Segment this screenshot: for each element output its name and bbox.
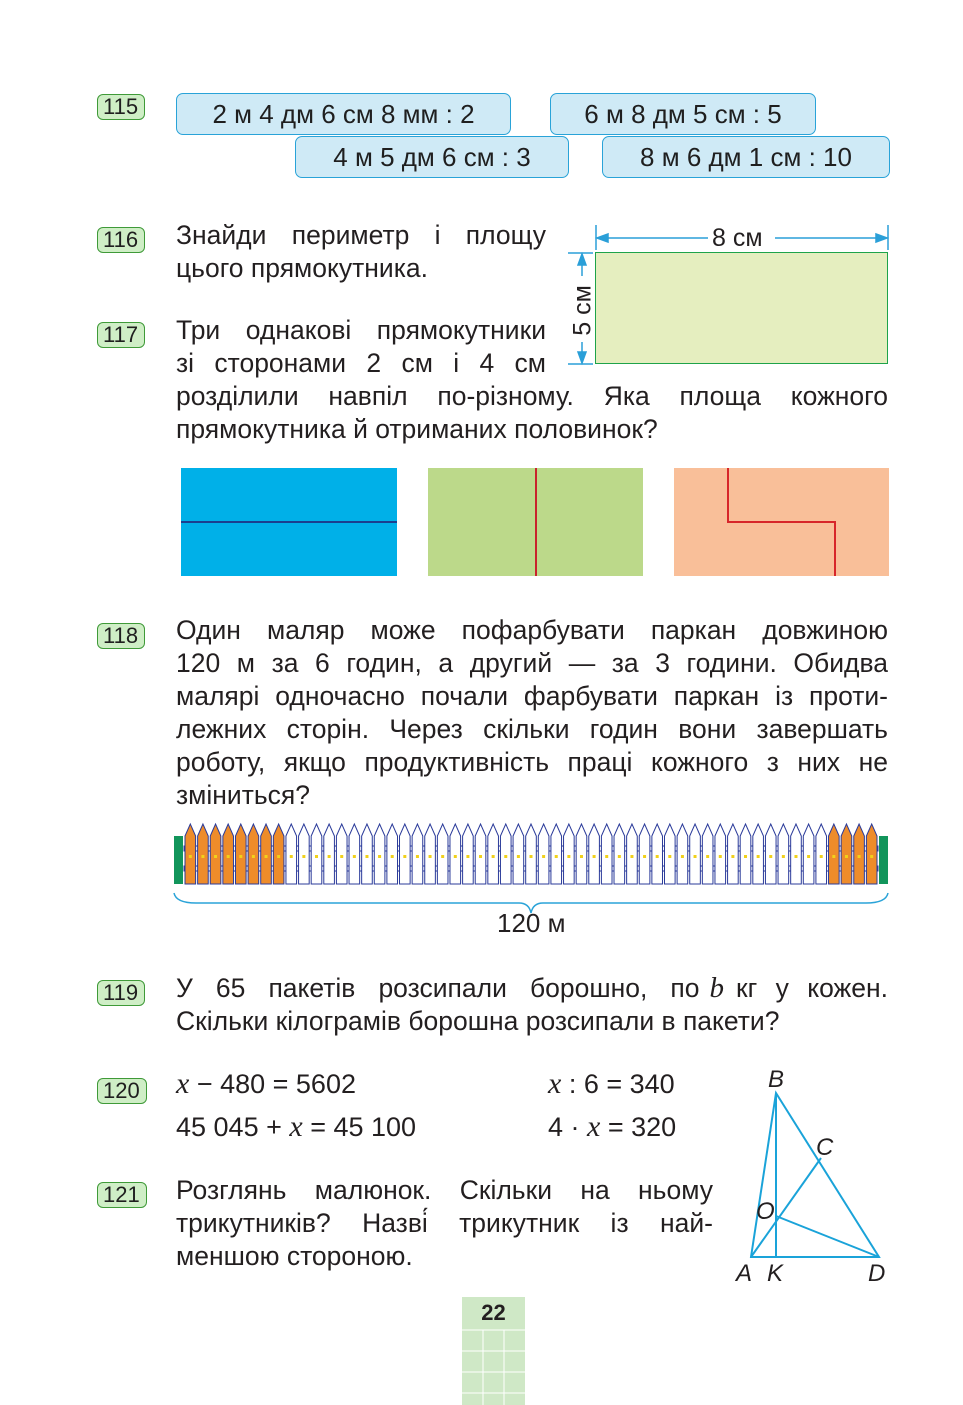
page-number: 22 <box>481 1300 506 1325</box>
ex121-line-3: меншою стороною. <box>176 1241 413 1271</box>
var-x: x <box>548 1067 562 1100</box>
ex119-text-a: У 65 пакетів розсипали борошно, по <box>176 973 700 1003</box>
ex118-line-1: Один маляр може пофарбувати паркан довжиною <box>176 615 888 645</box>
point-D: D <box>868 1260 886 1287</box>
eq2-rest: = 45 100 <box>302 1112 417 1142</box>
ex118-line-3: малярі одночасно почали фарбувати паркан із проти- <box>176 681 888 711</box>
ex119-text-b: кг у кожен. <box>736 973 888 1003</box>
ex116-line-1: Знайди периметр і площу <box>176 220 546 250</box>
ex121-line-2: трикутників? Назві́ трикутник із най- <box>176 1208 713 1238</box>
eq1-rest: − 480 = 5602 <box>189 1069 356 1099</box>
task-box-2: 6 м 8 дм 5 см : 5 <box>550 93 816 135</box>
ex117-line-2: зі сторонами 2 см і 4 см <box>176 348 546 378</box>
exercise-number-117: 117 <box>97 322 145 348</box>
exercise-number-121: 121 <box>97 1182 147 1208</box>
point-K: K <box>767 1260 784 1287</box>
eq4-rest: = 320 <box>600 1112 677 1142</box>
task-box-1: 2 м 4 дм 6 см 8 мм : 2 <box>176 93 511 135</box>
ex118-line-4: лежних сторін. Через скільки годин вони завершать <box>176 714 888 744</box>
width-label: 8 см <box>712 224 763 252</box>
variable-b: b <box>709 972 724 1004</box>
ex117-line-3: розділили навпіл по-різному. Яка площа кожного <box>176 381 888 411</box>
point-B: B <box>768 1066 785 1093</box>
ex119-line-2: Скільки кілограмів борошна розсипали в пакети? <box>176 1006 780 1036</box>
exercise-number-120: 120 <box>97 1078 147 1104</box>
var-x: x <box>289 1110 303 1143</box>
exercise-number-119: 119 <box>97 980 145 1006</box>
exercise-number-116: 116 <box>97 227 145 253</box>
eq4-left: 4 · <box>548 1112 588 1142</box>
ex117-line-1: Три однакові прямокутники <box>176 315 546 345</box>
point-O: O <box>756 1198 775 1225</box>
var-x: x <box>176 1067 190 1100</box>
ex121-line-1: Розглянь малюнок. Скільки на ньому <box>176 1175 713 1205</box>
eq3-rest: : 6 = 340 <box>561 1069 675 1099</box>
point-A: A <box>736 1260 753 1287</box>
fence-length-label: 120 м <box>497 908 566 938</box>
ex118-line-6: зміниться? <box>176 780 310 810</box>
task-box-3: 4 м 5 дм 6 см : 3 <box>295 136 569 178</box>
height-label: 5 см <box>568 285 597 336</box>
var-x: x <box>587 1110 601 1143</box>
exercise-number-115: 115 <box>97 94 145 120</box>
ex116-line-2: цього прямокутника. <box>176 253 428 283</box>
exercise-number-118: 118 <box>97 623 145 649</box>
eq2-left: 45 045 + <box>176 1112 290 1142</box>
ex118-line-5: роботу, якщо продуктивність праці кожного з них не <box>176 747 888 777</box>
ex117-line-4: прямокутника й отриманих половинок? <box>176 414 658 444</box>
task-box-4: 8 м 6 дм 1 см : 10 <box>602 136 890 178</box>
point-C: C <box>816 1134 834 1161</box>
ex118-line-2: 120 м за 6 годин, а другий — за 3 години. Обидва <box>176 648 888 678</box>
